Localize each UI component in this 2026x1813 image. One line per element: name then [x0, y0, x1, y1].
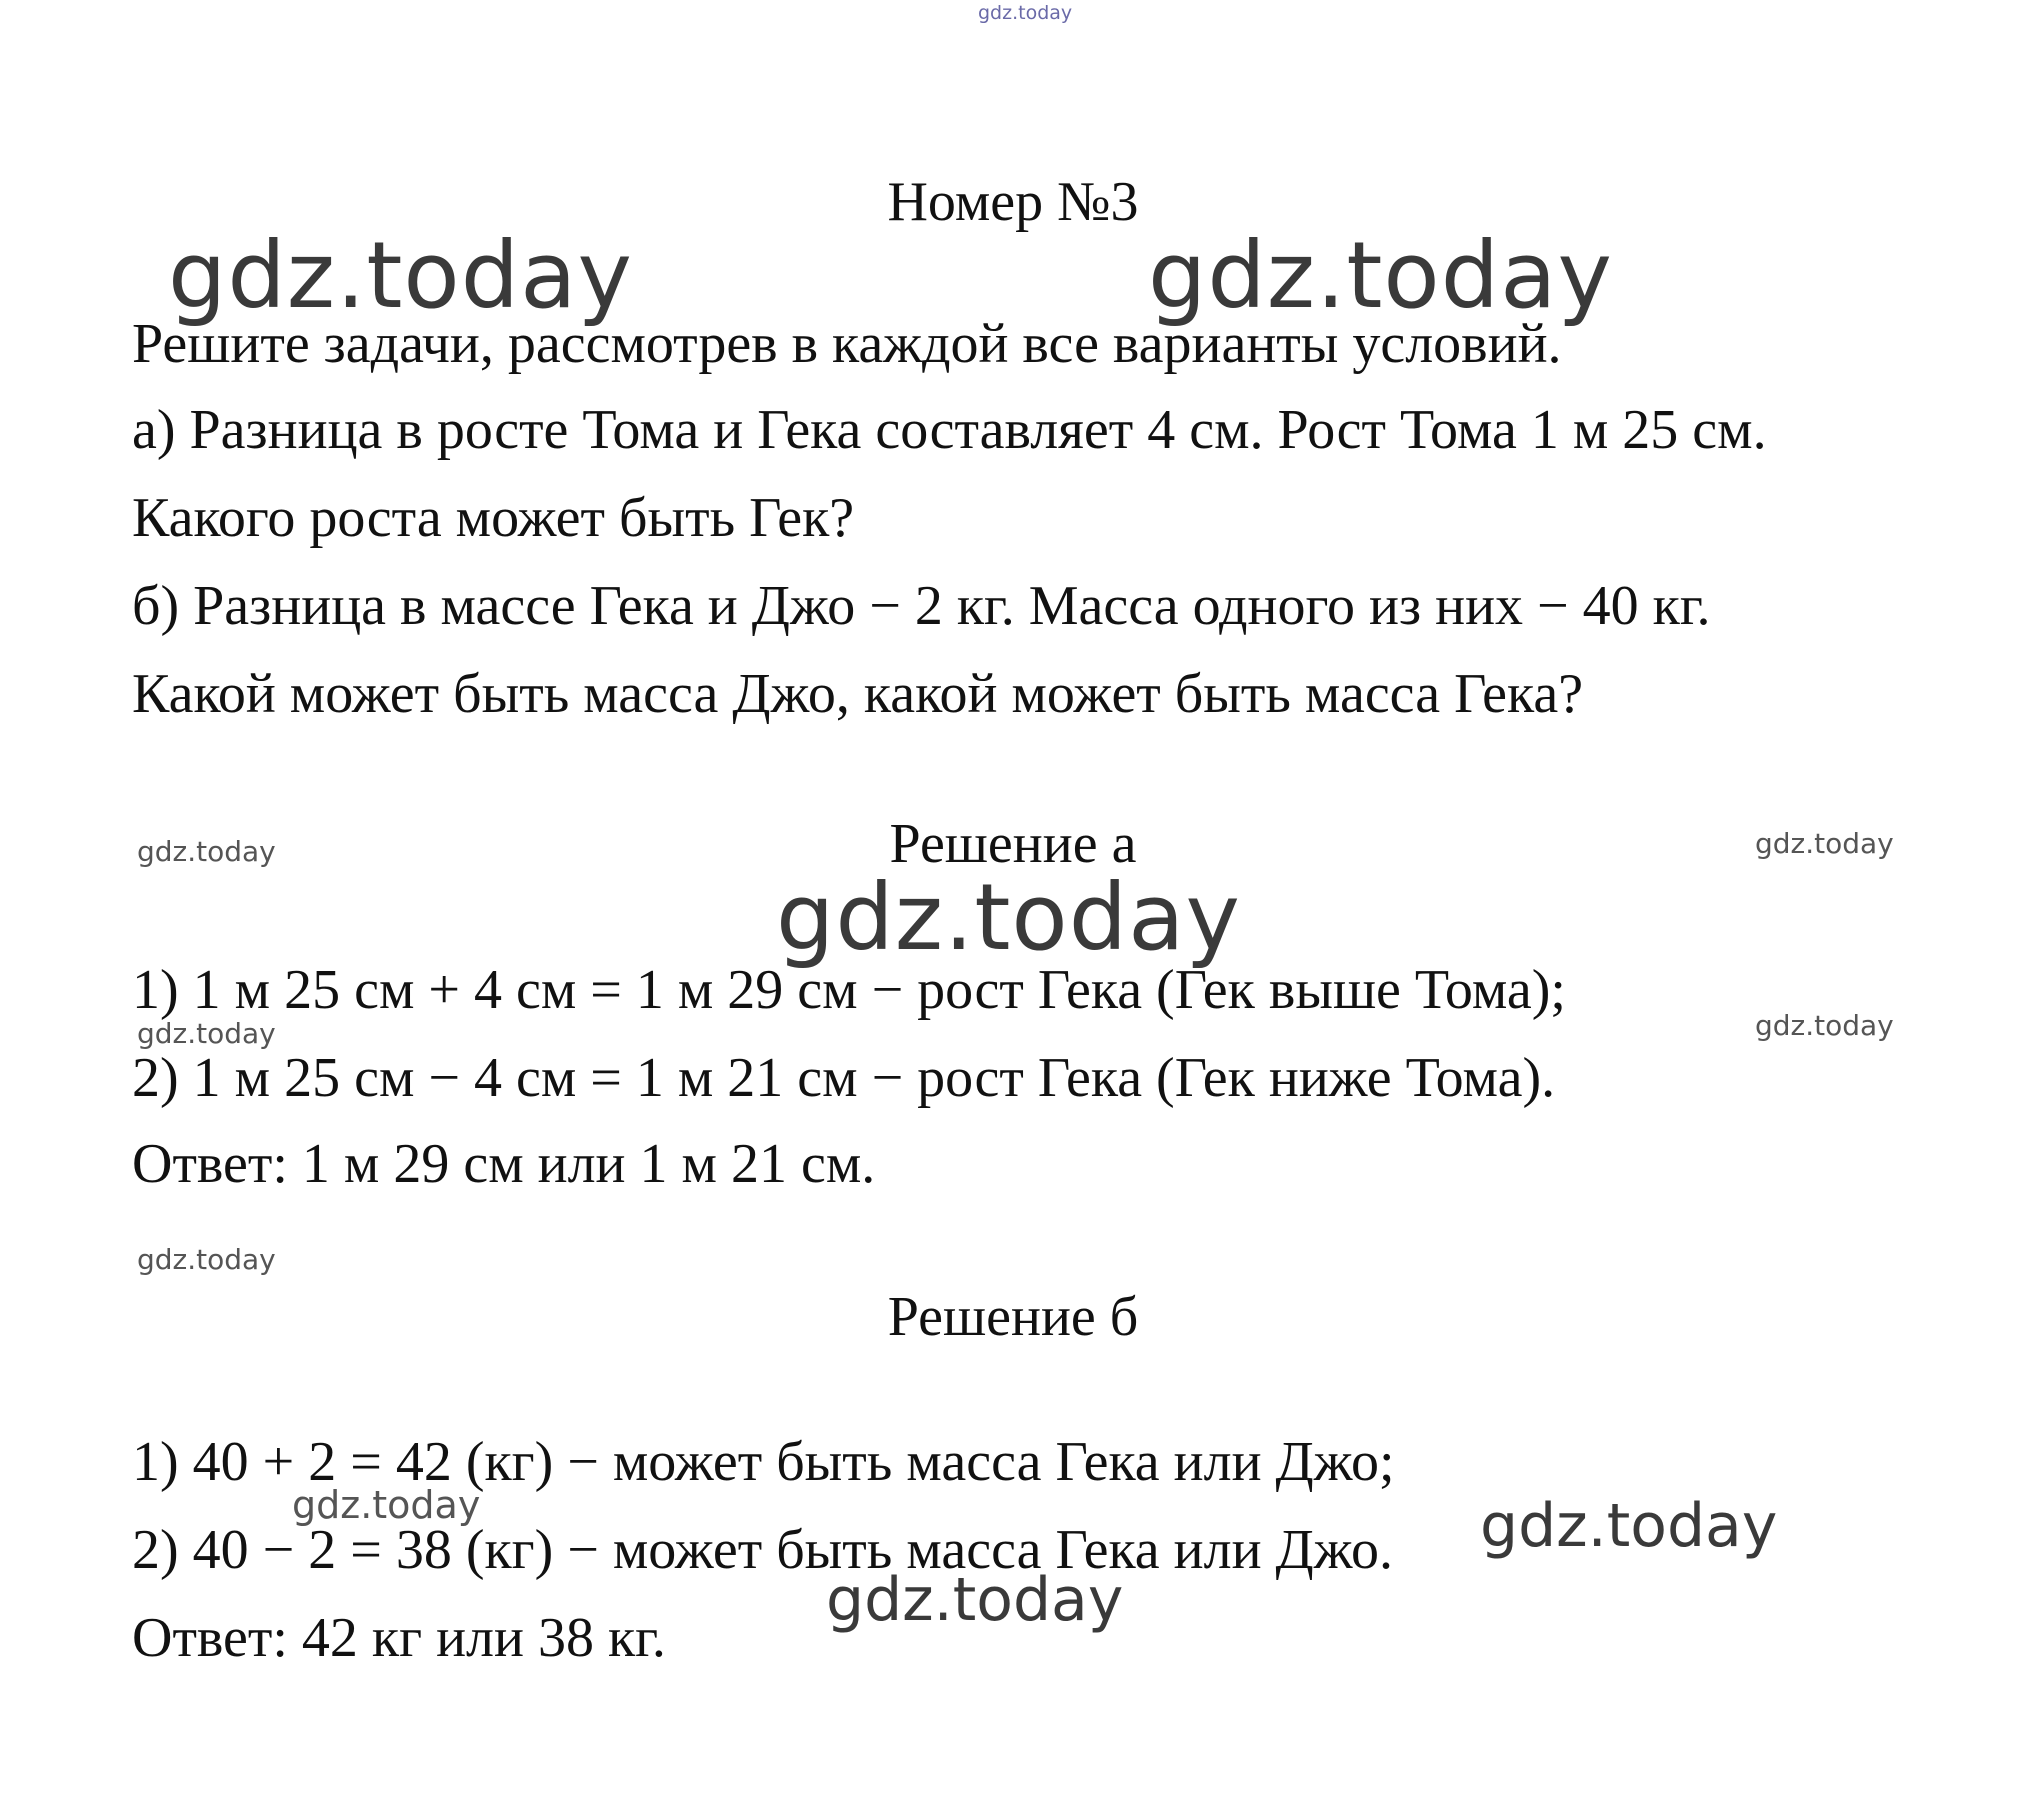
solution-a-step-2: 2) 1 м 25 см − 4 см = 1 м 21 см − рост Гека (Гек ниже Тома).	[132, 1047, 1556, 1109]
task-line-4: Какой может быть масса Джо, какой может быть масса Гека?	[132, 663, 1584, 725]
solution-b-answer: Ответ: 42 кг или 38 кг.	[132, 1607, 666, 1669]
watermark-large-left: gdz.today	[168, 222, 633, 329]
watermark-large-right: gdz.today	[1148, 222, 1613, 329]
task-line-3: б) Разница в массе Гека и Джо − 2 кг. Масса одного из них − 40 кг.	[132, 575, 1711, 637]
watermark-medium-center: gdz.today	[826, 1565, 1124, 1635]
solution-a-title: Решение а	[889, 813, 1137, 875]
watermark-top: gdz.today	[978, 2, 1073, 24]
task-intro: Решите задачи, рассмотрев в каждой все варианты условий.	[132, 313, 1562, 375]
task-line-1: а) Разница в росте Тома и Гека составляет 4 см. Рост Тома 1 м 25 см.	[132, 399, 1767, 461]
watermark-small: gdz.today	[137, 1017, 276, 1050]
solution-a-answer: Ответ: 1 м 29 см или 1 м 21 см.	[132, 1133, 876, 1195]
solution-a-step-1: 1) 1 м 25 см + 4 см = 1 м 29 см − рост Гека (Гек выше Тома);	[132, 959, 1566, 1021]
watermark-small: gdz.today	[137, 835, 276, 868]
watermark-small: gdz.today	[1755, 827, 1894, 860]
watermark-large-center: gdz.today	[776, 864, 1241, 971]
solution-b-step-2: 2) 40 − 2 = 38 (кг) − может быть масса Гека или Джо.	[132, 1519, 1394, 1581]
solution-b-title: Решение б	[887, 1286, 1139, 1348]
task-line-2: Какого роста может быть Гек?	[132, 487, 855, 549]
solution-b-step-1: 1) 40 + 2 = 42 (кг) − может быть масса Гека или Джо;	[132, 1431, 1395, 1493]
page-title: Номер №3	[887, 171, 1139, 233]
watermark-small: gdz.today	[137, 1243, 276, 1276]
watermark-small: gdz.today	[292, 1483, 481, 1527]
watermark-medium-right: gdz.today	[1480, 1491, 1778, 1561]
watermark-small: gdz.today	[1755, 1009, 1894, 1042]
